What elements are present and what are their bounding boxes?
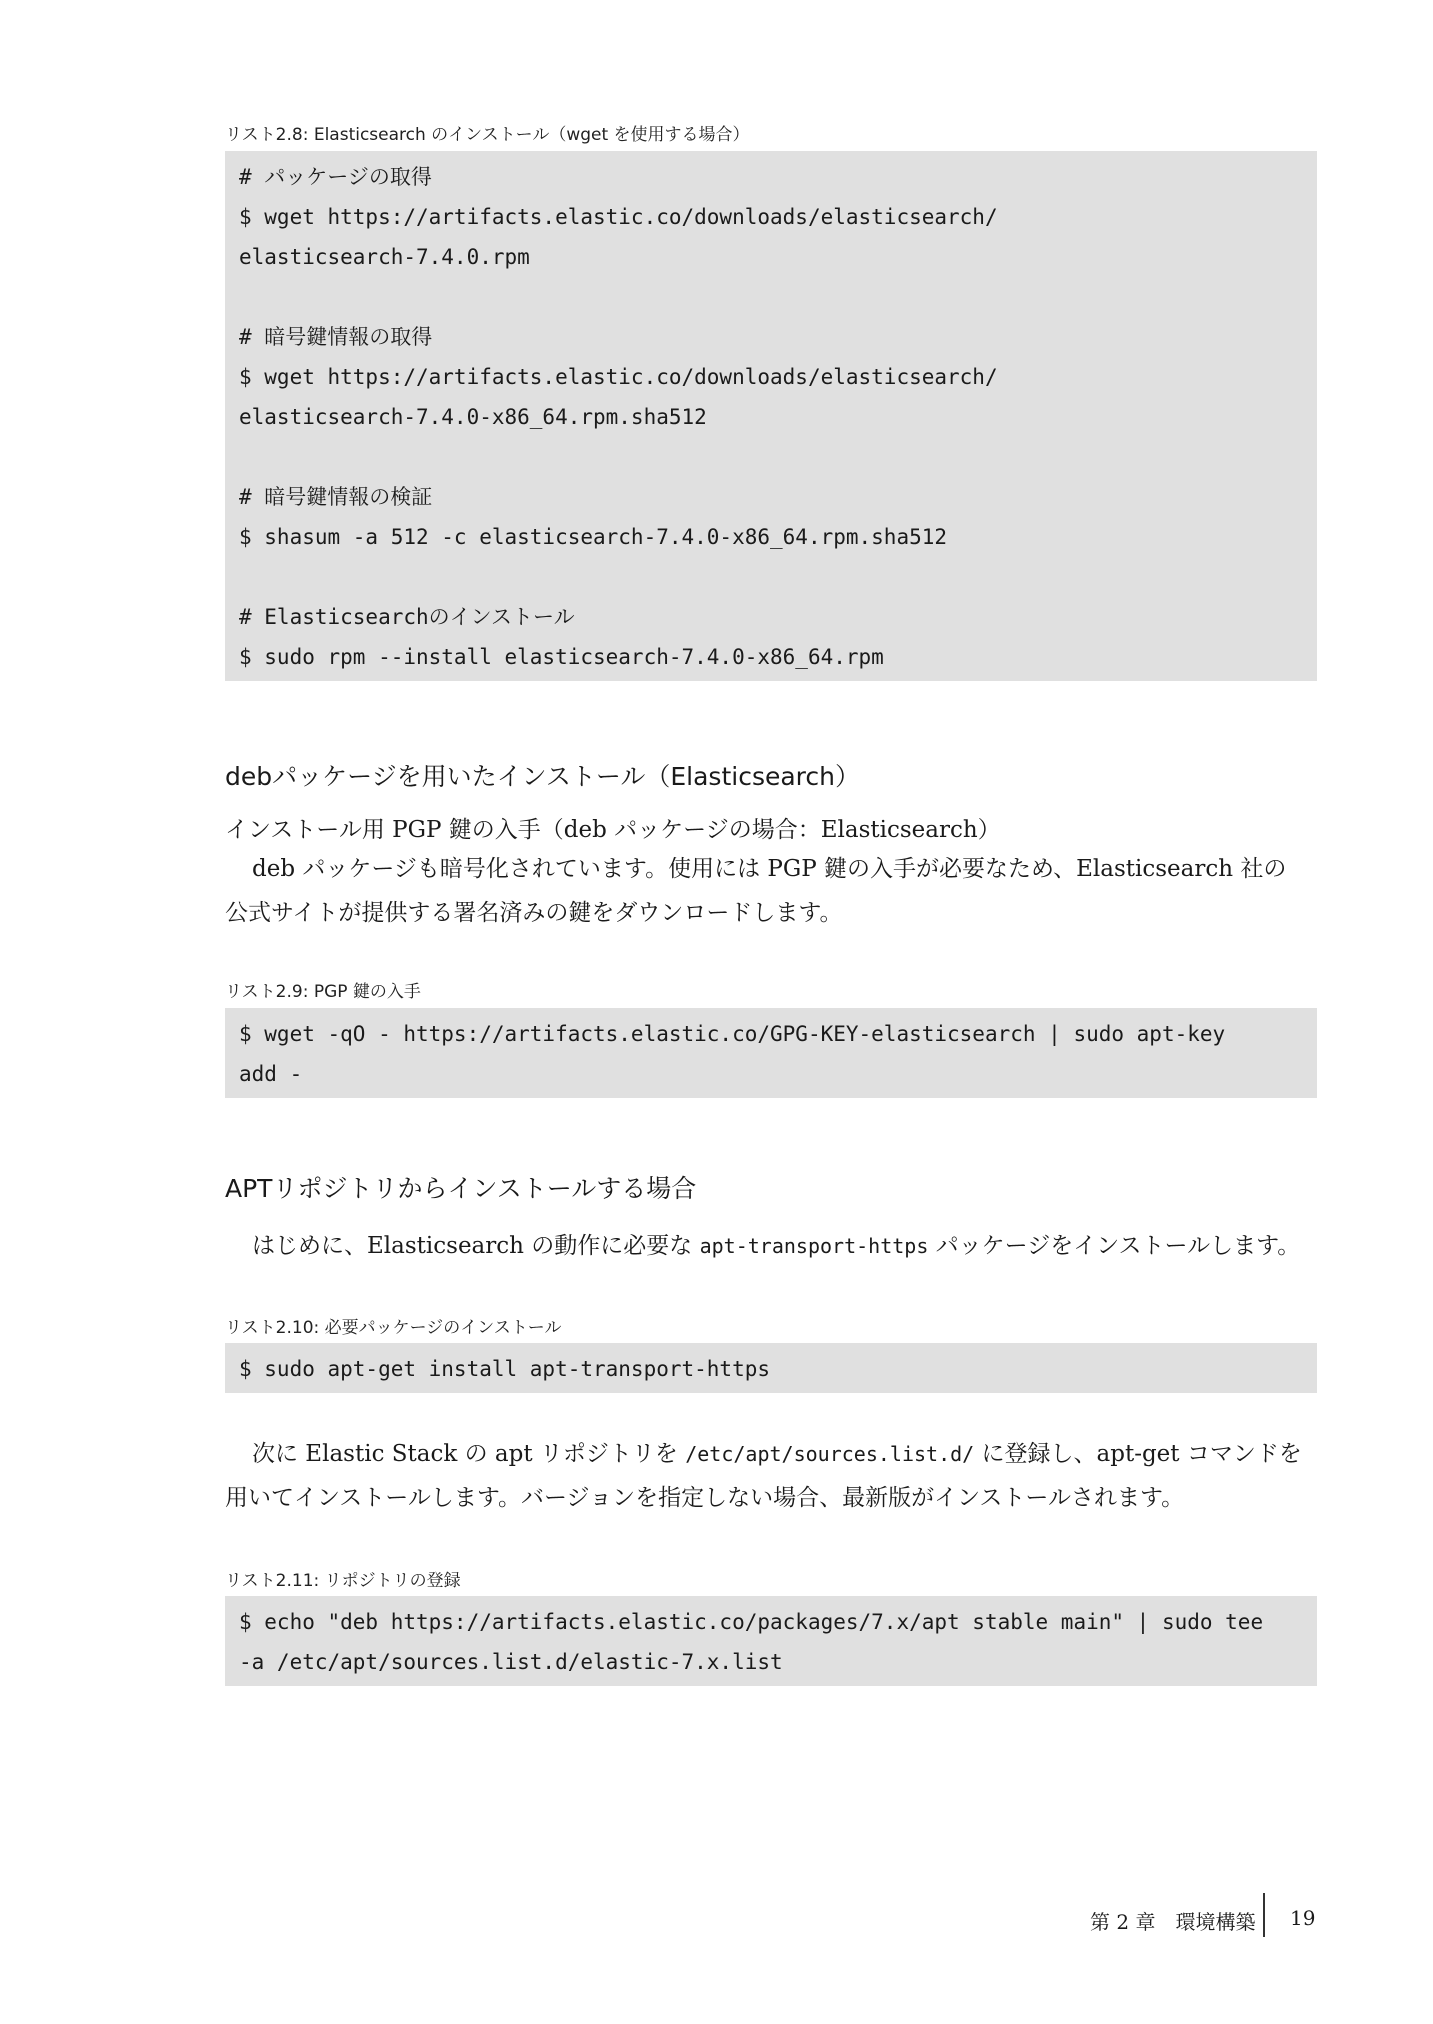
code-line: # 暗号鍵情報の検証: [239, 485, 433, 509]
paragraph-line: [225, 1224, 1317, 1268]
paragraph-line: 公式サイトが提供する署名済みの鍵をダウンロードします。: [225, 900, 843, 926]
code-block-2-11: [225, 1596, 1317, 1686]
code-line: [239, 437, 1303, 477]
paragraph-text: はじめに、Elasticsearch の動作に必要な: [252, 1233, 700, 1259]
code-line: $ sudo apt-get install apt-transport-https: [239, 1357, 771, 1381]
listing-caption-2-10: リスト2.10: 必要パッケージのインストール: [225, 1318, 562, 1338]
paragraph-text: 次に Elastic Stack の apt リポジトリを: [252, 1441, 686, 1467]
code-line: [239, 557, 1303, 597]
code-line: elasticsearch-7.4.0.rpm: [239, 245, 530, 269]
paragraph-line: [225, 1432, 1317, 1476]
code-line: $ sudo rpm --install elasticsearch-7.4.0-x86_64.rpm: [239, 645, 884, 669]
code-line: $ shasum -a 512 -c elasticsearch-7.4.0-x86_64.rpm.sha512: [239, 525, 948, 549]
code-line: -a /etc/apt/sources.list.d/elastic-7.x.list: [239, 1650, 783, 1674]
inline-code: apt-transport-https: [699, 1234, 929, 1258]
code-line: # 暗号鍵情報の取得: [239, 325, 433, 349]
paragraph-line: 用いてインストールします。バージョンを指定しない場合、最新版がインストールされます。: [225, 1485, 1185, 1511]
footer-chapter-title: 第 2 章 環境構築: [1090, 1910, 1256, 1934]
code-block-2-9: [225, 1008, 1317, 1098]
code-line: $ wget https://artifacts.elastic.co/downloads/elasticsearch/: [239, 205, 998, 229]
paragraph-deb: [225, 847, 1317, 935]
code-line: add -: [239, 1062, 303, 1086]
footer-divider: [1263, 1893, 1265, 1937]
section-heading-deb: debパッケージを用いたインストール（Elasticsearch）: [225, 762, 860, 791]
code-line: # パッケージの取得: [239, 165, 432, 189]
code-line: [239, 277, 1303, 317]
listing-caption-2-9: リスト2.9: PGP 鍵の入手: [225, 982, 421, 1002]
code-line: $ wget -qO - https://artifacts.elastic.co/GPG-KEY-elasticsearch | sudo apt-key: [239, 1022, 1226, 1046]
inline-code: /etc/apt/sources.list.d/: [685, 1442, 975, 1466]
code-line: elasticsearch-7.4.0-x86_64.rpm.sha512: [239, 405, 707, 429]
code-line: $ echo "deb https://artifacts.elastic.co/packages/7.x/apt stable main" | sudo tee: [239, 1610, 1264, 1634]
paragraph-repository: [225, 1432, 1317, 1520]
section-heading-apt: APTリポジトリからインストールする場合: [225, 1174, 697, 1203]
code-line: $ wget https://artifacts.elastic.co/downloads/elasticsearch/: [239, 365, 998, 389]
page-number: 19: [1290, 1906, 1316, 1930]
listing-caption-2-11: リスト2.11: リポジトリの登録: [225, 1571, 461, 1591]
listing-caption-2-8: リスト2.8: Elasticsearch のインストール（wget を使用する場合）: [225, 125, 750, 145]
paragraph-line: deb パッケージも暗号化されています。使用には PGP 鍵の入手が必要なため、Elasticsearch 社の: [252, 856, 1287, 882]
paragraph-text: パッケージをインストールします。: [928, 1233, 1301, 1259]
subsection-heading-pgp: インストール用 PGP 鍵の入手（deb パッケージの場合：Elasticsearch）: [225, 817, 1001, 843]
paragraph-apt: [225, 1224, 1317, 1268]
paragraph-text: に登録し、apt-get コマンドを: [974, 1441, 1302, 1467]
code-block-2-8: [225, 151, 1317, 681]
code-line: # Elasticsearchのインストール: [239, 605, 575, 629]
code-block-2-10: [225, 1343, 1317, 1393]
